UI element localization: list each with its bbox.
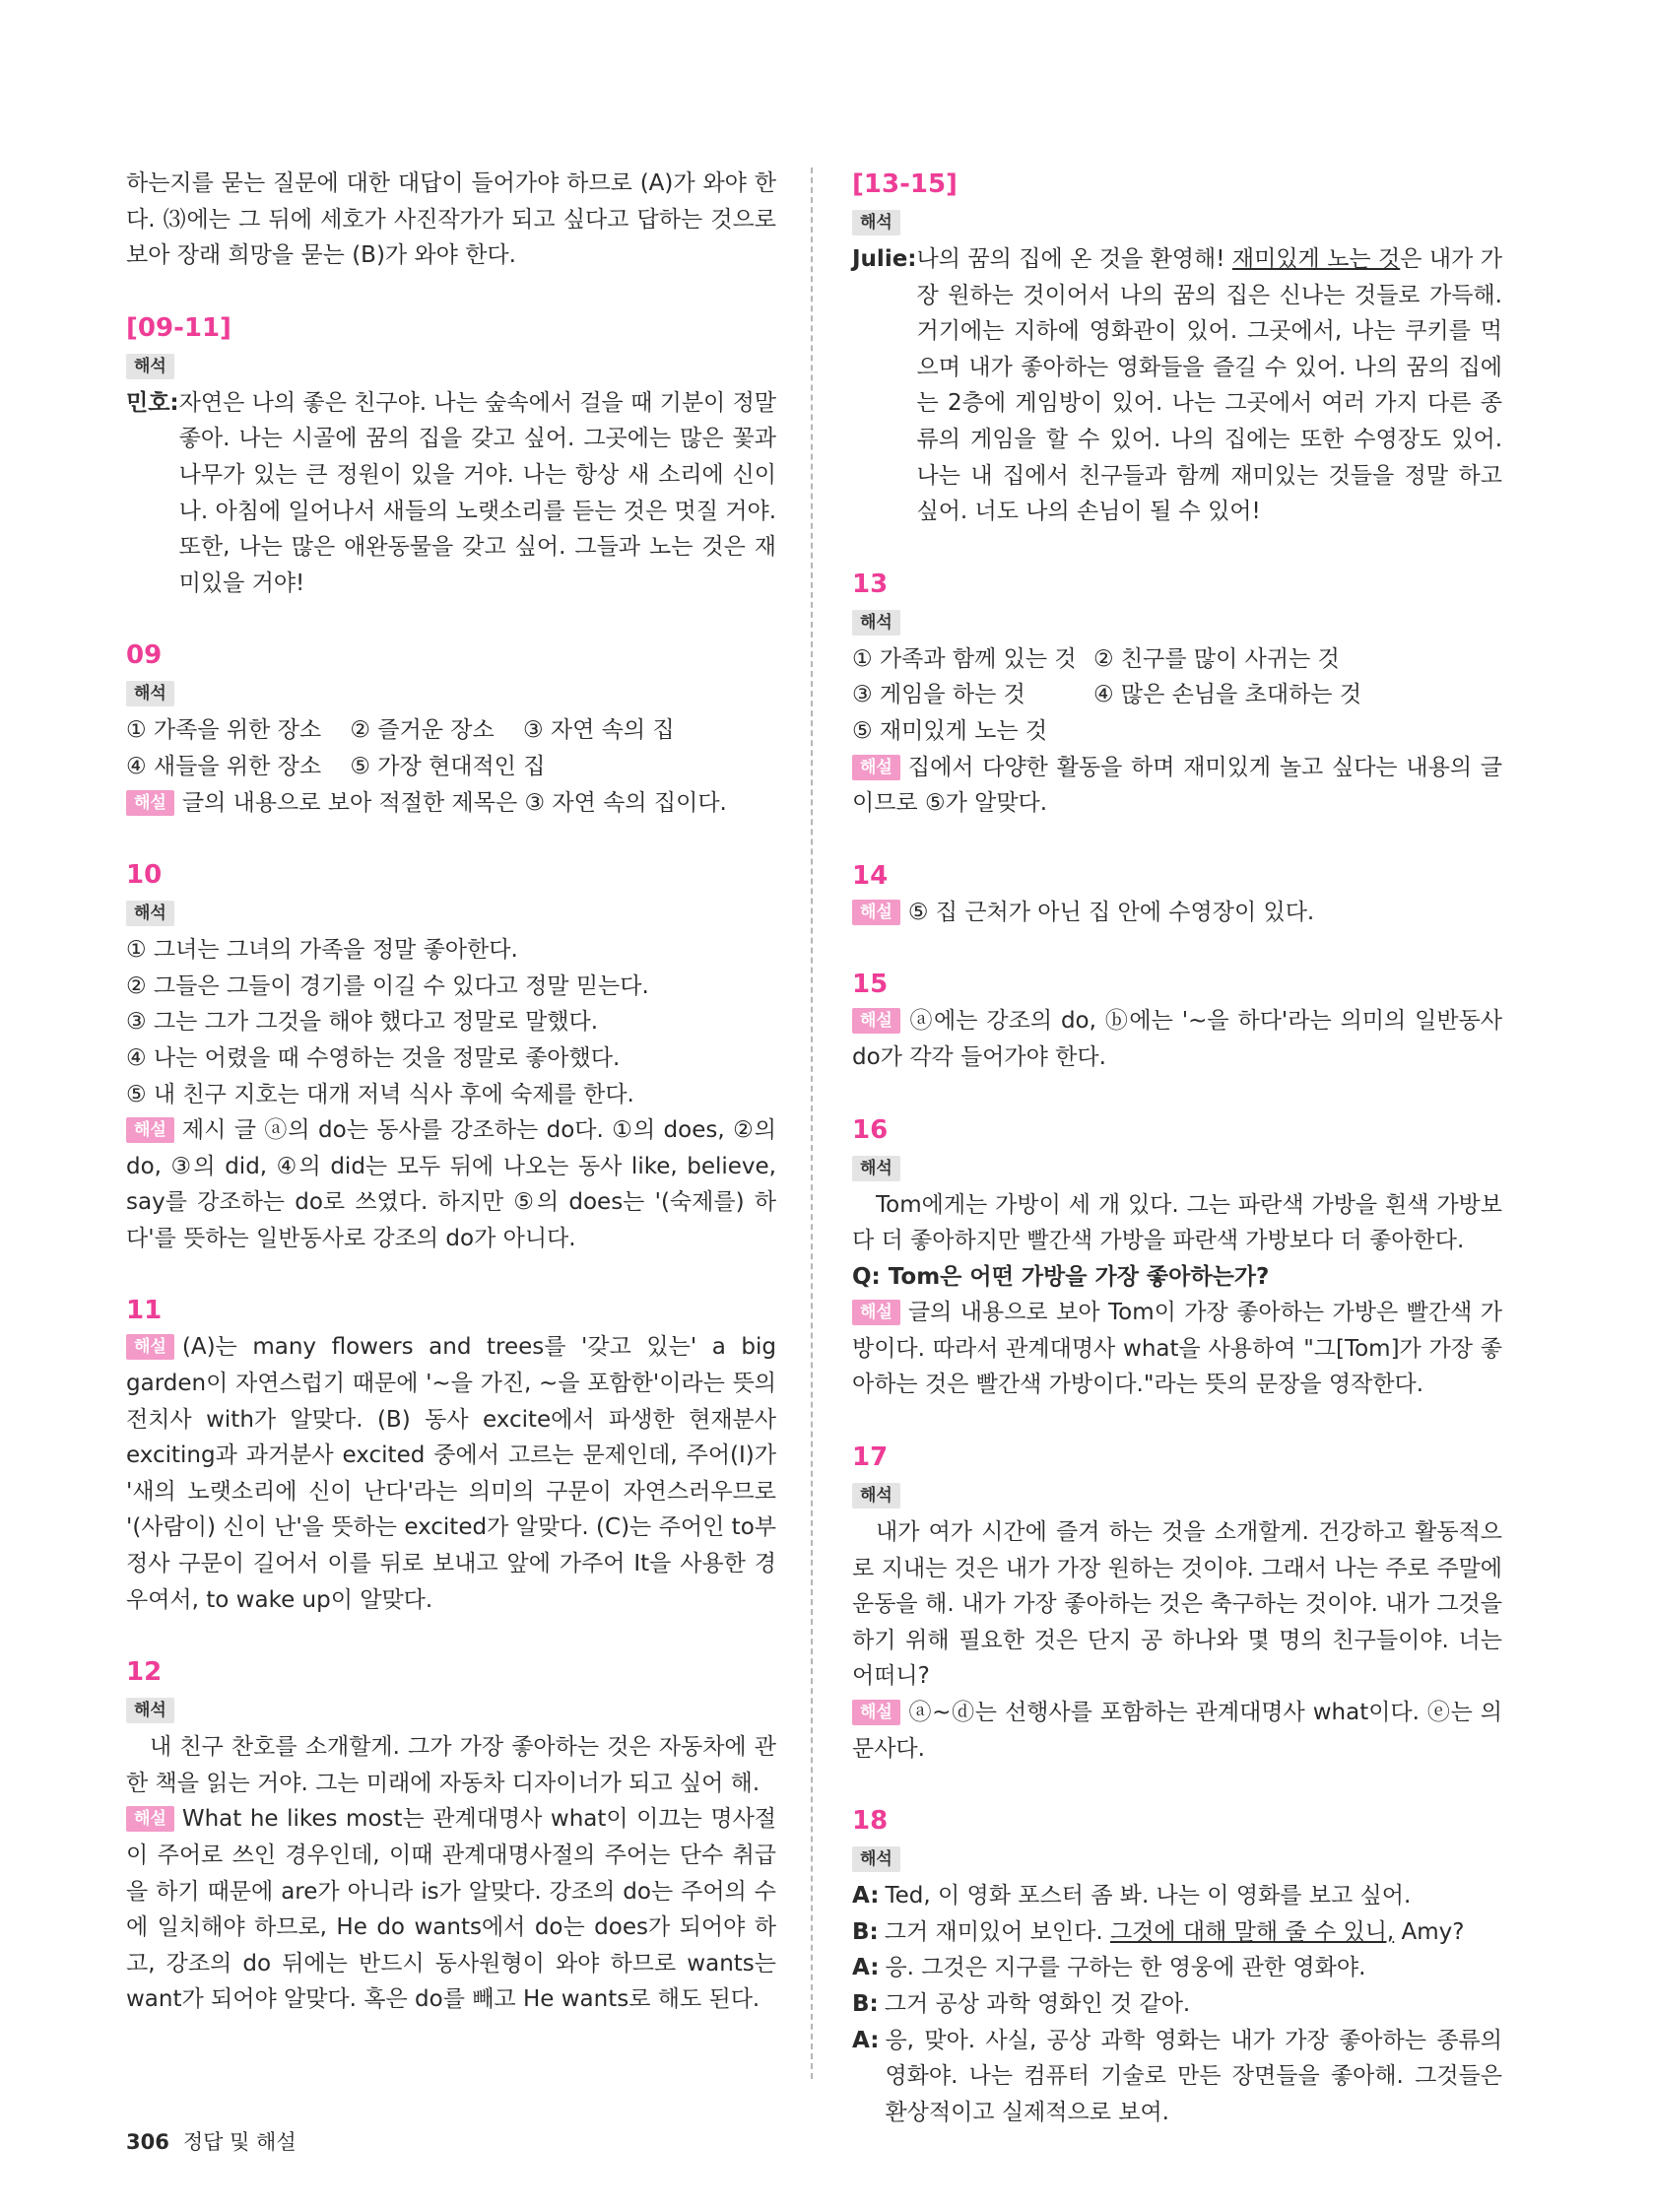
translation-tag: 해석: [126, 1698, 174, 1723]
explanation-text: (A)는 many flowers and trees를 '갖고 있는' a big garden이 자연스럽기 때문에 '~을 가진, ~을 포함한'이라는 뜻의 전치사 with가 알맞다. (B) 동사 excite에서 파생한 현재분사 exciting과 과거분사 excited 중에서 고르는 문제인데, 주어(I)가 '새의 노랫소리에 신이 난다'라는 의미의 구문이 자연스러우므로 '(사람이) 신이 난'을 뜻하는 excited가 알맞다. (C)는 주어인 to부정사 구문이 길어서 이를 뒤로 보내고 앞에 가주어 It을 사용한 경우여서, to wake up이 알맞다.: [126, 1334, 776, 1613]
intro-paragraph: 하는지를 묻는 질문에 대한 대답이 들어가야 하므로 (A)가 와야 한다. ⑶에는 그 뒤에 세호가 사진작가가 되고 싶다고 답하는 것으로 보아 장래 희망을 묻는 (B)가 와야 한다.: [126, 170, 776, 269]
options-09: [126, 712, 776, 784]
explanation-text: 글의 내용으로 보아 Tom이 가장 좋아하는 가방은 빨간색 가방이다. 따라서 관계대명사 what을 사용하여 "그[Tom]가 가장 좋아하는 것은 빨간색 가방이다."라는 뜻의 문장을 영작한다.: [852, 1300, 1502, 1398]
question-line: Q: Tom은 어떤 가방을 가장 좋아하는가?: [852, 1263, 1270, 1290]
speaker-label: 민호:: [126, 389, 179, 416]
option-4: ④ 많은 손님을 초대하는 것: [1093, 682, 1362, 708]
page-number: 306: [126, 2130, 169, 2154]
dialogue-line: [852, 2023, 1502, 2131]
explanation-tag: 해설: [126, 790, 174, 816]
dialogue-line: [852, 1950, 1502, 1986]
speaker-text: [885, 1914, 1502, 1951]
section-title-13-15: [13-15]: [852, 169, 958, 199]
translation-text: Tom에게는 가방이 세 개 있다. 그는 파란색 가방을 흰색 가방보다 더 좋아하지만 빨간색 가방을 파란색 가방보다 더 좋아한다.: [852, 1191, 1502, 1254]
explanation-tag: 해설: [126, 1117, 174, 1143]
speaker-text: Ted, 이 영화 포스터 좀 봐. 나는 이 영화를 보고 싶어.: [885, 1883, 1412, 1910]
dialogue-line: [852, 1878, 1502, 1914]
explanation-text: 제시 글 ⓐ의 do는 동사를 강조하는 do다. ①의 does, ②의 do, ③의 did, ④의 did는 모두 뒤에 나오는 동사 like, believe, say를 강조하는 do로 쓰였다. 하지만 ⑤의 does는 '(숙제를) 하다'를 뜻하는 일반동사로 강조의 do가 아니다.: [126, 1117, 776, 1251]
dialogue-line: [852, 241, 1502, 530]
underlined-phrase: 그것에 대해 말해 줄 수 있니,: [1109, 1918, 1395, 1945]
speaker-label: A:: [852, 1955, 880, 1981]
text-part: 은 내가 가장 원하는 것이어서 나의 꿈의 집은 신나는 것들로 가득해. 거기에는 지하에 영화관이 있어. 그곳에서, 나는 쿠키를 먹으며 내가 좋아하는 영화들을 즐길 수 있어. 나의 꿈의 집에는 2층에 게임방이 있어. 나는 그곳에서 여러 가지 다른 종류의 게임을 할 수 있어. 나의 집에는 또한 수영장도 있어. 나는 내 집에서 친구들과 함께 재미있는 것들을 정말 하고 싶어. 너도 나의 손님이 될 수 있어!: [916, 246, 1503, 525]
option-2: ② 친구를 많이 사귀는 것: [1093, 645, 1340, 672]
explanation-text: ⓐ~ⓓ는 선행사를 포함하는 관계대명사 what이다. ⓔ는 의문사다.: [852, 1700, 1502, 1762]
translation-tag: 해석: [126, 354, 174, 379]
explanation-text: 글의 내용으로 보아 적절한 제목은 ③ 자연 속의 집이다.: [181, 789, 727, 816]
speaker-text: 그거 공상 과학 영화인 것 같아.: [884, 1991, 1191, 2017]
question-number-16: 16: [852, 1114, 889, 1145]
speaker-text: 응, 맞아. 사실, 공상 과학 영화는 내가 가장 좋아하는 종류의 영화야. 나는 컴퓨터 기술로 만든 장면들을 좋아해. 그것들은 환상적이고 실제적으로 보여.: [885, 2027, 1502, 2125]
speaker-label: B:: [852, 1918, 879, 1945]
question-number-17: 17: [852, 1442, 889, 1473]
explanation-tag: 해설: [852, 1700, 900, 1725]
explanation-tag: 해설: [852, 755, 900, 780]
sentence-1: ① 그녀는 그녀의 가족을 정말 좋아한다.: [126, 937, 518, 964]
speaker-text: [917, 241, 1503, 530]
explanation-tag: 해설: [852, 1300, 900, 1325]
footer-label: 정답 및 해설: [182, 2130, 297, 2154]
options-13: [852, 641, 1502, 750]
section-title-09-11: [09-11]: [126, 312, 231, 343]
question-number-11: 11: [126, 1296, 163, 1326]
translation-tag: 해석: [852, 1156, 900, 1181]
dialogue-line: [852, 1986, 1502, 2023]
question-number-18: 18: [852, 1806, 889, 1837]
sentence-5: ⑤ 내 친구 지호는 대개 저녁 식사 후에 숙제를 한다.: [126, 1081, 634, 1107]
speaker-text: 응. 그것은 지구를 구하는 한 영웅에 관한 영화야.: [885, 1955, 1366, 1981]
right-column: [852, 166, 1502, 2130]
question-number-12: 12: [126, 1657, 163, 1688]
explanation-tag: 해설: [852, 1008, 900, 1034]
dialogue-line: [852, 1914, 1502, 1951]
option-5: ⑤ 가장 현대적인 집: [350, 753, 546, 779]
left-column: [126, 166, 776, 2018]
question-number-14: 14: [852, 860, 889, 891]
option-2: ② 즐거운 장소: [350, 717, 495, 744]
explanation-tag: 해설: [126, 1806, 174, 1832]
option-4: ④ 새들을 위한 장소: [126, 753, 322, 779]
translation-text: 내가 여가 시간에 즐겨 하는 것을 소개할게. 건강하고 활동적으로 지내는 것은 내가 가장 원하는 것이야. 그래서 나는 주로 주말에 운동을 해. 내가 가장 좋아하는 것은 축구하는 것이야. 내가 그것을 하기 위해 필요한 것은 단지 공 하나와 몇 명의 친구들이야. 너는 어떠니?: [852, 1519, 1502, 1690]
speaker-label: A:: [852, 1883, 880, 1910]
translation-tag: 해석: [852, 1483, 900, 1508]
explanation-text: 집에서 다양한 활동을 하며 재미있게 놀고 싶다는 내용의 글이므로 ⑤가 알맞다.: [852, 754, 1502, 817]
dialogue-line: [126, 385, 776, 602]
speaker-label: B:: [852, 1991, 879, 2017]
text-part: Amy?: [1394, 1918, 1465, 1945]
translation-tag: 해석: [852, 610, 900, 636]
translation-tag: 해석: [852, 1846, 900, 1872]
explanation-text: What he likes most는 관계대명사 what이 이끄는 명사절이 주어로 쓰인 경우인데, 이때 관계대명사절의 주어는 단수 취급을 하기 때문에 are가 아니라 is가 알맞다. 강조의 do는 주어의 수에 일치해야 하므로, He do wants에서 do는 does가 되어야 하고, 강조의 do 뒤에는 반드시 동사원형이 와야 하므로 wants는 want가 되어야 알맞다. 혹은 do를 빼고 He wants로 해도 된다.: [126, 1806, 776, 2013]
column-divider: [811, 168, 813, 2079]
sentence-3: ③ 그는 그가 그것을 해야 했다고 정말로 말했다.: [126, 1009, 599, 1036]
translation-tag: 해석: [852, 210, 900, 235]
question-number-10: 10: [126, 860, 163, 891]
question-number-09: 09: [126, 640, 163, 671]
underlined-phrase: 재미있게 노는 것: [1231, 246, 1401, 272]
translation-text: 내 친구 찬호를 소개할게. 그가 가장 좋아하는 것은 자동차에 관한 책을 읽는 거야. 그는 미래에 자동차 디자이너가 되고 싶어 해.: [126, 1734, 776, 1796]
question-number-15: 15: [852, 970, 889, 1000]
option-5: ⑤ 재미있게 노는 것: [852, 717, 1048, 744]
text-part: 그거 재미있어 보인다.: [884, 1918, 1110, 1945]
option-1: ① 가족을 위한 장소: [126, 717, 322, 744]
translation-tag: 해석: [126, 901, 174, 926]
option-1: ① 가족과 함께 있는 것: [852, 645, 1077, 672]
text-part: 나의 꿈의 집에 온 것을 환영해!: [916, 246, 1232, 272]
sentence-2: ② 그들은 그들이 경기를 이길 수 있다고 정말 믿는다.: [126, 972, 649, 999]
explanation-text: ⓐ에는 강조의 do, ⓑ에는 '~을 하다'라는 의미의 일반동사 do가 각각 들어가야 한다.: [852, 1008, 1502, 1070]
sentence-4: ④ 나는 어렸을 때 수영하는 것을 정말로 좋아했다.: [126, 1044, 621, 1071]
explanation-tag: 해설: [126, 1334, 174, 1360]
explanation-text: ⑤ 집 근처가 아닌 집 안에 수영장이 있다.: [907, 899, 1315, 925]
option-3: ③ 게임을 하는 것: [852, 682, 1025, 708]
speaker-label: A:: [852, 2027, 880, 2053]
translation-tag: 해석: [126, 681, 174, 706]
question-number-13: 13: [852, 569, 889, 599]
speaker-label: Julie:: [852, 246, 917, 272]
speaker-text: 자연은 나의 좋은 친구야. 나는 숲속에서 걸을 때 기분이 정말 좋아. 나는 시골에 꿈의 집을 갖고 싶어. 그곳에는 많은 꽃과 나무가 있는 큰 정원이 있을 거야. 나는 항상 새 소리에 신이 나. 아침에 일어나서 새들의 노랫소리를 듣는 것은 멋질 거야. 또한, 나는 많은 애완동물을 갖고 싶어. 그들과 노는 것은 재미있을 거야!: [178, 389, 776, 596]
option-3: ③ 자연 속의 집: [522, 717, 675, 744]
explanation-tag: 해설: [852, 900, 900, 925]
page-footer: [126, 2126, 297, 2156]
